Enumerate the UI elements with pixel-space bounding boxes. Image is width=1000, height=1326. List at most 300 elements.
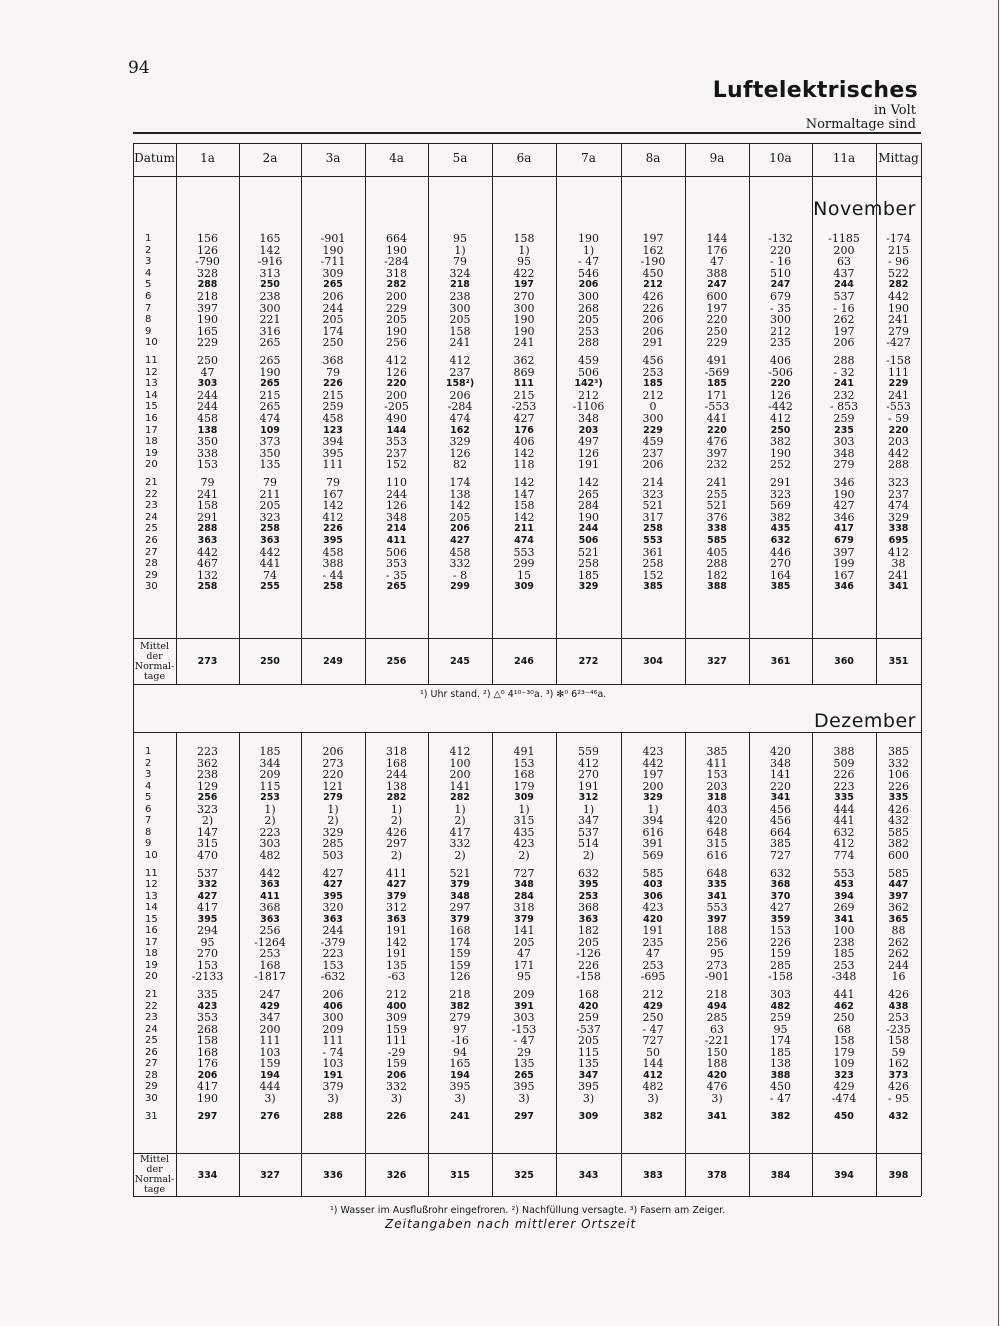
- value-cell: 397: [888, 890, 909, 902]
- value-cell: 265: [386, 581, 407, 593]
- value-cell: 411: [386, 535, 407, 546]
- table-row: [133, 989, 921, 1001]
- value-cell: 138: [770, 1057, 791, 1071]
- value-cell: 600: [706, 290, 728, 303]
- value-cell: 218: [449, 988, 471, 1001]
- column-header-9a: 9a: [709, 151, 725, 165]
- value-cell: 250: [260, 279, 280, 291]
- value-cell: 244: [197, 388, 218, 402]
- value-cell: 285: [770, 958, 791, 972]
- day-cell: 28: [145, 558, 158, 570]
- value-cell: 258: [260, 523, 280, 535]
- value-cell: 205: [259, 499, 281, 513]
- table-row: [133, 523, 921, 535]
- value-cell: 226: [578, 958, 599, 972]
- value-cell: 391: [642, 837, 664, 851]
- value-cell: 138: [197, 424, 218, 436]
- value-cell: 212: [770, 324, 791, 338]
- value-cell: 363: [197, 535, 218, 546]
- day-cell: 16: [145, 413, 158, 424]
- value-cell: - 16: [833, 301, 855, 315]
- value-cell: 232: [833, 388, 855, 402]
- value-cell: 247: [770, 279, 791, 291]
- value-cell: 159: [449, 947, 471, 961]
- value-cell: 474: [449, 412, 471, 425]
- day-cell: 30: [145, 581, 158, 593]
- value-cell: 126: [449, 970, 471, 984]
- value-cell: 226: [386, 1110, 407, 1122]
- value-cell: 159: [259, 1057, 281, 1071]
- value-cell: 164: [770, 568, 791, 582]
- value-cell: 427: [833, 499, 855, 513]
- value-cell: 727: [642, 1034, 664, 1048]
- value-cell: 270: [513, 290, 535, 303]
- value-cell: 346: [833, 510, 855, 524]
- day-cell: 5: [145, 792, 152, 804]
- value-cell: 103: [259, 1045, 281, 1059]
- value-cell: 400: [386, 1000, 407, 1012]
- value-cell: 226: [888, 779, 909, 793]
- value-cell: 3): [454, 1091, 466, 1105]
- value-cell: -442: [768, 400, 793, 414]
- value-cell: 206: [449, 388, 471, 402]
- value-cell: 229: [197, 336, 218, 350]
- value-cell: 300: [449, 301, 471, 315]
- value-cell: 235: [770, 336, 791, 350]
- value-cell: 253: [642, 365, 664, 379]
- value-cell: 168: [197, 1045, 218, 1059]
- mean-label-line: Mittel: [139, 1154, 170, 1165]
- value-cell: 194: [450, 1069, 470, 1081]
- value-cell: -569: [704, 365, 730, 379]
- column-header-8a: 8a: [645, 151, 661, 165]
- value-cell: 291: [770, 476, 791, 489]
- value-cell: 388: [770, 1069, 791, 1081]
- value-cell: 59: [891, 1045, 906, 1059]
- value-cell: 616: [642, 825, 664, 839]
- value-cell: 132: [197, 568, 218, 582]
- value-cell: 1): [647, 802, 659, 816]
- value-cell: 185: [643, 378, 663, 390]
- value-cell: 348: [386, 510, 407, 524]
- value-cell: 126: [386, 499, 407, 513]
- value-cell: 237: [888, 487, 909, 501]
- day-cell: 9: [145, 325, 152, 337]
- value-cell: 476: [706, 435, 728, 449]
- value-cell: 426: [888, 988, 909, 1001]
- day-cell: 25: [145, 523, 158, 535]
- value-cell: 382: [770, 435, 791, 449]
- value-cell: 123: [323, 424, 343, 436]
- mean-value-cell: 272: [578, 656, 599, 667]
- value-cell: 203: [888, 435, 909, 449]
- value-cell: 417: [449, 825, 471, 839]
- value-cell: 168: [449, 924, 471, 938]
- value-cell: 97: [453, 1022, 467, 1036]
- value-cell: 429: [643, 1000, 663, 1012]
- value-cell: 111: [514, 378, 534, 390]
- day-cell: 11: [145, 867, 158, 879]
- value-cell: 491: [513, 745, 535, 758]
- mean-value-cell: 256: [386, 656, 407, 667]
- value-cell: 190: [888, 301, 909, 315]
- day-cell: 2: [145, 757, 152, 769]
- value-cell: 427: [197, 890, 218, 902]
- value-cell: 382: [450, 1000, 470, 1012]
- header-bottom-rule: [133, 176, 921, 177]
- value-cell: -916: [257, 255, 283, 269]
- value-cell: 212: [642, 988, 664, 1001]
- value-cell: 553: [706, 901, 728, 915]
- value-cell: - 8: [452, 568, 468, 582]
- value-cell: 462: [834, 1000, 854, 1012]
- value-cell: 347: [259, 1011, 281, 1025]
- value-cell: 142: [386, 935, 407, 949]
- value-cell: 450: [834, 1110, 854, 1122]
- value-cell: 63: [710, 1022, 724, 1036]
- value-cell: 435: [770, 523, 791, 535]
- value-cell: 223: [197, 745, 218, 758]
- value-cell: 206: [642, 313, 664, 327]
- table-top-rule: [133, 132, 921, 134]
- value-cell: 200: [386, 290, 407, 303]
- value-cell: 241: [888, 388, 909, 402]
- value-cell: 141: [513, 924, 535, 938]
- value-cell: 209: [322, 1022, 344, 1036]
- value-cell: -790: [195, 255, 220, 269]
- value-cell: 679: [834, 535, 854, 546]
- value-cell: 395: [449, 1080, 471, 1094]
- value-cell: 265: [259, 354, 281, 367]
- day-cell: 22: [145, 488, 158, 500]
- value-cell: 313: [259, 266, 281, 280]
- value-cell: 323: [642, 487, 664, 501]
- value-cell: 435: [513, 825, 535, 839]
- value-cell: -427: [886, 336, 911, 350]
- value-cell: -29: [387, 1045, 406, 1059]
- mean-value-cell: 245: [450, 656, 470, 667]
- value-cell: 420: [643, 913, 663, 925]
- value-cell: 458: [322, 545, 344, 559]
- mean-value-cell: 325: [514, 1170, 534, 1181]
- value-cell: 215: [322, 388, 344, 402]
- value-cell: 109: [833, 1057, 855, 1071]
- value-cell: 412: [833, 837, 855, 851]
- mean-value-cell: 343: [578, 1170, 599, 1181]
- value-cell: 223: [833, 779, 855, 793]
- value-cell: 68: [837, 1022, 851, 1036]
- value-cell: - 74: [322, 1045, 344, 1059]
- value-cell: 441: [833, 988, 855, 1001]
- time-reference-note: Zeitangaben nach mittlerer Ortszeit: [385, 1217, 637, 1231]
- nov-mean-top-rule: [133, 638, 921, 639]
- value-cell: 142: [513, 510, 535, 524]
- value-cell: 2): [390, 848, 403, 862]
- value-cell: 379: [322, 1080, 344, 1094]
- value-cell: 664: [770, 825, 791, 839]
- value-cell: 179: [513, 779, 535, 793]
- value-cell: 324: [449, 266, 471, 280]
- value-cell: 379: [514, 913, 534, 925]
- value-cell: 347: [578, 1069, 599, 1081]
- value-cell: 537: [578, 825, 599, 839]
- value-cell: 284: [578, 499, 599, 513]
- mean-value-cell: 273: [197, 656, 218, 667]
- value-cell: 332: [449, 837, 471, 851]
- value-cell: 168: [386, 756, 407, 770]
- day-cell: 16: [145, 925, 158, 937]
- value-cell: 695: [888, 535, 909, 546]
- value-cell: 288: [323, 1110, 343, 1122]
- value-cell: 190: [259, 365, 281, 379]
- value-cell: 212: [578, 388, 599, 402]
- value-cell: 126: [770, 388, 791, 402]
- value-cell: 255: [260, 581, 280, 593]
- value-cell: 126: [578, 446, 599, 460]
- value-cell: 147: [513, 487, 535, 501]
- value-cell: 427: [770, 901, 791, 915]
- mean-value-cell: 327: [260, 1170, 280, 1181]
- value-cell: 395: [197, 913, 218, 925]
- value-cell: 95: [517, 970, 531, 984]
- value-cell: 569: [770, 499, 791, 513]
- value-cell: 159: [386, 1057, 407, 1071]
- value-cell: 241: [197, 487, 218, 501]
- value-cell: 205: [578, 313, 599, 327]
- value-cell: 15: [517, 568, 531, 582]
- value-cell: 332: [386, 1080, 407, 1094]
- value-cell: 142: [449, 499, 471, 513]
- value-cell: 288: [888, 458, 909, 472]
- value-cell: 279: [449, 1011, 471, 1025]
- value-cell: 417: [834, 523, 854, 535]
- value-cell: 303: [770, 988, 791, 1001]
- value-cell: 190: [197, 313, 218, 327]
- value-cell: 158: [888, 1034, 909, 1048]
- value-cell: 503: [322, 848, 344, 862]
- table-row: [133, 1093, 921, 1105]
- value-cell: 206: [197, 1069, 218, 1081]
- value-cell: 265: [260, 378, 280, 390]
- value-cell: 553: [833, 866, 855, 880]
- value-cell: 350: [197, 435, 218, 449]
- table-row: [133, 781, 921, 793]
- value-cell: 142: [322, 499, 344, 513]
- mean-label-line: Normal-: [134, 661, 175, 672]
- day-cell: 4: [145, 267, 152, 279]
- day-cell: 26: [145, 1046, 158, 1058]
- value-cell: 206: [833, 336, 855, 350]
- value-cell: 0: [649, 400, 657, 414]
- value-cell: 537: [197, 866, 218, 880]
- column-header-10a: 10a: [769, 151, 792, 165]
- mean-value-cell: 398: [888, 1170, 909, 1181]
- value-cell: 406: [513, 435, 535, 449]
- value-cell: 152: [386, 458, 407, 472]
- value-cell: 106: [888, 768, 909, 782]
- value-cell: 442: [259, 866, 281, 880]
- column-header-7a: 7a: [581, 151, 596, 165]
- value-cell: -1817: [254, 970, 286, 984]
- value-cell: 285: [322, 837, 344, 851]
- value-cell: -205: [384, 400, 409, 414]
- value-cell: -1106: [572, 400, 605, 414]
- value-cell: 212: [386, 988, 407, 1001]
- value-cell: 456: [770, 802, 791, 816]
- value-cell: 191: [386, 924, 407, 938]
- value-cell: 229: [643, 424, 663, 436]
- value-cell: 190: [513, 324, 535, 338]
- value-cell: 88: [891, 924, 906, 938]
- value-cell: 1): [390, 802, 403, 816]
- value-cell: 115: [259, 779, 281, 793]
- value-cell: 220: [888, 424, 909, 436]
- value-cell: -506: [768, 365, 793, 379]
- value-cell: 412: [449, 354, 471, 367]
- value-cell: -901: [704, 970, 730, 984]
- value-cell: 423: [642, 901, 664, 915]
- value-cell: 388: [707, 581, 727, 593]
- value-cell: 385: [770, 581, 791, 593]
- value-cell: 353: [386, 557, 407, 571]
- value-cell: 109: [260, 424, 280, 436]
- value-cell: 250: [322, 336, 344, 350]
- value-cell: 774: [833, 848, 855, 862]
- column-header-4a: 4a: [389, 151, 404, 165]
- value-cell: 385: [643, 581, 663, 593]
- column-header-11a: 11a: [832, 151, 856, 165]
- value-cell: 514: [578, 837, 599, 851]
- value-cell: 111: [259, 1034, 281, 1048]
- value-cell: 397: [707, 913, 727, 925]
- value-cell: 450: [642, 266, 664, 280]
- value-cell: 288: [197, 523, 218, 535]
- value-cell: -174: [886, 232, 911, 245]
- value-cell: 426: [888, 802, 909, 816]
- value-cell: 2): [264, 814, 276, 828]
- value-cell: -190: [640, 255, 666, 269]
- value-cell: 197: [642, 768, 664, 782]
- value-cell: 153: [770, 924, 791, 938]
- value-cell: 329: [643, 792, 663, 804]
- day-cell: 23: [145, 1012, 158, 1024]
- mean-value-cell: 378: [707, 1170, 727, 1181]
- value-cell: -235: [886, 1022, 911, 1036]
- value-cell: 332: [888, 756, 909, 770]
- value-cell: 162: [450, 424, 470, 436]
- value-cell: 648: [706, 825, 728, 839]
- value-cell: 395: [513, 1080, 535, 1094]
- value-cell: 3): [582, 1091, 595, 1105]
- value-cell: 158: [833, 1034, 855, 1048]
- value-cell: 265: [514, 1069, 534, 1081]
- value-cell: - 35: [769, 301, 792, 315]
- day-cell: 12: [145, 879, 158, 891]
- value-cell: 197: [706, 301, 728, 315]
- day-cell: 11: [145, 355, 158, 366]
- value-cell: 412: [578, 756, 599, 770]
- value-cell: 270: [578, 768, 599, 782]
- value-cell: 422: [513, 266, 535, 280]
- value-cell: 203: [706, 779, 728, 793]
- value-cell: 388: [322, 557, 344, 571]
- value-cell: 303: [259, 837, 281, 851]
- value-cell: 244: [386, 768, 407, 782]
- value-cell: 126: [386, 365, 407, 379]
- value-cell: 200: [642, 779, 664, 793]
- value-cell: 359: [770, 913, 791, 925]
- value-cell: 363: [386, 913, 407, 925]
- value-cell: 288: [578, 336, 599, 350]
- value-cell: 447: [888, 879, 909, 891]
- value-cell: - 96: [887, 255, 910, 269]
- value-cell: 406: [323, 1000, 343, 1012]
- value-cell: 300: [770, 313, 791, 327]
- value-cell: 456: [642, 354, 664, 367]
- value-cell: 429: [260, 1000, 280, 1012]
- value-cell: 318: [386, 266, 407, 280]
- day-cell: 5: [145, 279, 152, 291]
- value-cell: 273: [706, 958, 728, 972]
- value-cell: -474: [831, 1091, 857, 1105]
- value-cell: 253: [888, 1011, 909, 1025]
- value-cell: 2): [327, 814, 339, 828]
- value-cell: 309: [578, 1110, 599, 1122]
- value-cell: 373: [259, 435, 281, 449]
- value-cell: 1): [454, 802, 466, 816]
- mean-value-cell: 394: [834, 1170, 854, 1181]
- value-cell: 458: [449, 545, 471, 559]
- value-cell: 235: [834, 424, 854, 436]
- value-cell: 220: [770, 378, 791, 390]
- value-cell: 223: [322, 947, 344, 961]
- value-cell: 241: [834, 378, 854, 390]
- value-cell: 373: [888, 1069, 909, 1081]
- value-cell: 332: [449, 557, 471, 571]
- value-cell: 394: [642, 814, 664, 828]
- value-cell: 270: [197, 947, 218, 961]
- value-cell: 190: [833, 487, 855, 501]
- value-cell: 2): [201, 814, 214, 828]
- mean-value-cell: 334: [197, 1170, 218, 1181]
- value-cell: 214: [386, 523, 407, 535]
- value-cell: 142: [578, 476, 599, 489]
- day-cell: 25: [145, 1035, 158, 1047]
- value-cell: 38: [891, 557, 906, 571]
- value-cell: 288: [706, 557, 728, 571]
- table-row: [133, 868, 921, 880]
- day-cell: 18: [145, 948, 158, 960]
- value-cell: 426: [386, 825, 407, 839]
- value-cell: 215: [888, 243, 909, 257]
- value-cell: 348: [578, 412, 599, 425]
- day-cell: 8: [145, 314, 152, 326]
- value-cell: 335: [197, 988, 218, 1001]
- value-cell: 190: [578, 232, 599, 245]
- mean-label-line: der: [146, 651, 163, 662]
- value-cell: 244: [386, 487, 407, 501]
- value-cell: 262: [888, 935, 909, 949]
- value-cell: 727: [513, 866, 535, 880]
- value-cell: 297: [197, 1110, 218, 1122]
- value-cell: 411: [386, 866, 407, 880]
- value-cell: -158: [768, 970, 793, 984]
- day-cell: 18: [145, 436, 158, 448]
- value-cell: 142³): [574, 378, 603, 390]
- value-cell: 190: [513, 313, 535, 327]
- value-cell: 276: [260, 1110, 280, 1122]
- day-cell: 6: [145, 803, 152, 815]
